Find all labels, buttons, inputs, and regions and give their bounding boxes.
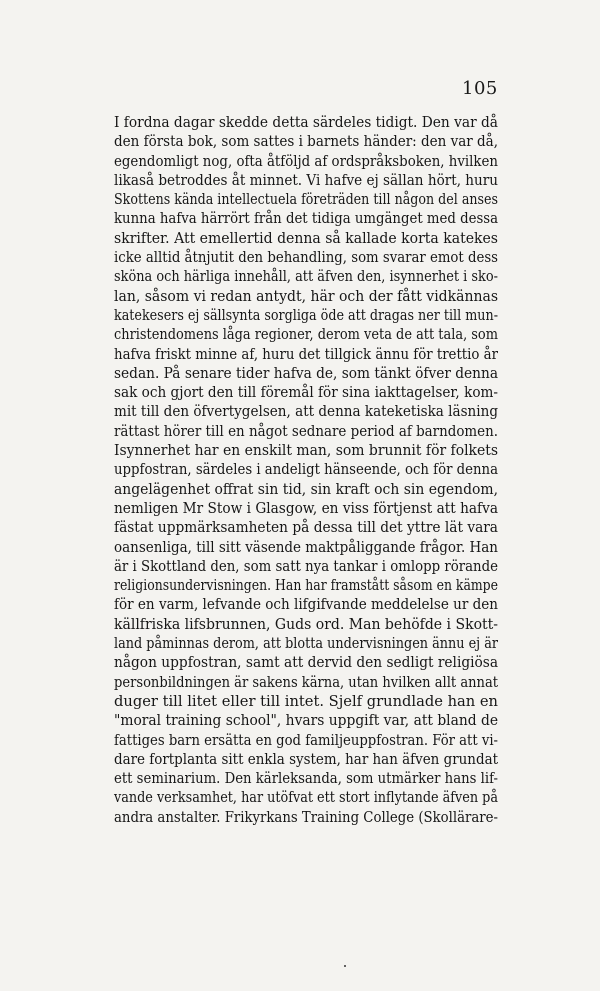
text-line-content: är i Skottland den, som satt nya tankar i omlopp rörande — [114, 556, 498, 575]
text-line — [114, 731, 498, 750]
text-line — [114, 248, 498, 267]
text-line-content: den första bok, som sattes i barnets händer: den var då, — [114, 132, 498, 151]
text-line — [114, 345, 498, 364]
text-line — [114, 673, 498, 692]
text-line-content: uppfostran, särdeles i andeligt hänseende, och för denna — [114, 460, 498, 479]
text-line — [114, 480, 498, 499]
text-line-content: christendomens låga regioner, derom veta de att tala, som — [114, 325, 498, 344]
text-line — [114, 769, 498, 788]
body-text — [114, 113, 498, 827]
text-line — [114, 325, 498, 344]
text-line — [114, 653, 498, 672]
text-line-content: katekesers ej sällsynta sorgliga öde att dragas ner till mun- — [114, 305, 498, 324]
text-line-content: andra anstalter. Frikyrkans Training College (Skollärare- — [114, 807, 498, 826]
text-line-content: duger till litet eller till intet. Sjelf grundlade han en — [114, 691, 498, 710]
text-line — [114, 383, 498, 402]
text-line-content: religionsundervisningen. Han har framstått såsom en kämpe — [114, 576, 498, 595]
text-line — [114, 190, 498, 209]
text-line-content: mit till den öfvertygelsen, att denna kateketiska läsning — [114, 402, 498, 421]
text-line — [114, 441, 498, 460]
text-line — [114, 615, 498, 634]
text-line — [114, 306, 498, 325]
text-line — [114, 422, 498, 441]
text-line — [114, 499, 498, 518]
text-line-content: personbildningen är sakens kärna, utan hvilken allt annat — [114, 672, 498, 691]
text-line-content: egendomligt nog, ofta åtföljd af ordspråksboken, hvilken — [114, 151, 498, 170]
text-line — [114, 538, 498, 557]
text-line-content: för en varm, lefvande och lifgifvande meddelelse ur den — [114, 595, 498, 614]
text-line — [114, 132, 498, 151]
text-line — [114, 634, 498, 653]
text-line-content: ett seminarium. Den kärleksanda, som utmärker hans lif- — [114, 769, 498, 788]
text-line-content: land påminnas derom, att blotta undervisningen ännu ej är — [114, 634, 498, 653]
text-line — [114, 113, 498, 132]
text-line-content: lan, såsom vi redan antydt, här och der fått vidkännas — [114, 286, 498, 305]
text-line-content: likaså betroddes åt minnet. Vi hafve ej sällan hört, huru — [114, 170, 498, 189]
text-line — [114, 808, 498, 827]
text-line-content: Skottens kända intellectuela företräden till någon del anses — [114, 190, 498, 209]
text-line — [114, 460, 498, 479]
text-line-content: "moral training school", hvars uppgift var, att bland de — [114, 711, 498, 730]
text-line — [114, 229, 498, 248]
text-line — [114, 576, 498, 595]
text-line-content: kunna hafva härrört från det tidiga umgänget med dessa — [114, 209, 498, 228]
text-line-content: vande verksamhet, har utöfvat ett stort inflytande äfven på — [114, 788, 498, 807]
text-line-content: nemligen Mr Stow i Glasgow, en viss förtjenst att hafva — [114, 498, 498, 517]
text-line-content: Isynnerhet har en enskilt man, som brunnit för folkets — [114, 441, 498, 460]
text-line — [114, 364, 498, 383]
text-line-content: hafva friskt minne af, huru det tillgick ännu för trettio år — [114, 344, 498, 363]
text-line — [114, 711, 498, 730]
text-line-content: oansenliga, till sitt väsende maktpåliggande frågor. Han — [114, 537, 498, 556]
text-line-content: skrifter. Att emellertid denna så kallade korta katekes — [114, 228, 498, 247]
text-line — [114, 267, 498, 286]
text-line — [114, 518, 498, 537]
text-line — [114, 750, 498, 769]
text-line-content: fattiges barn ersätta en god familjeuppfostran. För att vi- — [114, 730, 498, 749]
text-line-content: sedan. På senare tider hafva de, som tänkt öfver denna — [114, 363, 498, 382]
text-line — [114, 595, 498, 614]
text-line-content: sak och gjort den till föremål för sina iakttagelser, kom- — [114, 383, 498, 402]
text-line — [114, 402, 498, 421]
text-line-content: rättast hörer till en något sednare period af barndomen. — [114, 421, 498, 440]
text-line — [114, 692, 498, 711]
text-line — [114, 209, 498, 228]
text-line-content: I fordna dagar skedde detta särdeles tidigt. Den var då — [114, 113, 498, 131]
text-line — [114, 171, 498, 190]
text-line-content: källfriska lifsbrunnen, Guds ord. Man behöfde i Skott- — [114, 614, 498, 633]
text-line — [114, 788, 498, 807]
text-line-content: sköna och härliga innehåll, att äfven den, isynnerhet i sko- — [114, 267, 498, 286]
print-speck — [344, 965, 346, 967]
text-line-content: angelägenhet offrat sin tid, sin kraft och sin egendom, — [114, 479, 498, 498]
text-line — [114, 557, 498, 576]
text-line — [114, 287, 498, 306]
text-line-content: någon uppfostran, samt att dervid den sedligt religiösa — [114, 653, 498, 672]
text-line-content: icke alltid åtnjutit den behandling, som svarar emot dess — [114, 248, 498, 267]
page-number: 105 — [462, 78, 498, 99]
text-line — [114, 152, 498, 171]
text-line-content: dare fortplanta sitt enkla system, har han äfven grundat — [114, 749, 498, 768]
text-line-content: fästat uppmärksamheten på dessa till det yttre lät vara — [114, 518, 498, 537]
